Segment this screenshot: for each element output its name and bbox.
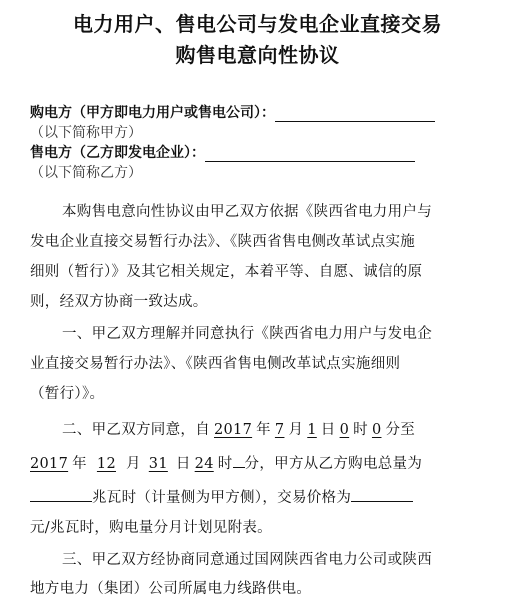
clause2-line-2: [30, 452, 422, 473]
clause2-line-1: [62, 418, 415, 439]
buyer-row: [30, 102, 435, 122]
hour-unit: 时: [353, 422, 368, 438]
intro-line-1: 本购售电意向性协议由甲乙双方依据《陕西省电力用户与: [62, 204, 432, 220]
end-year-value[interactable]: 2017: [30, 456, 69, 472]
clause3-line-1: 三、甲乙双方经协商同意通过国网陕西省电力公司或陕西: [62, 552, 432, 568]
buyer-label: 购电方（甲方即电力用户或售电公司）：: [30, 105, 275, 121]
end-month-value[interactable]: 12: [96, 456, 116, 472]
end-day-value[interactable]: 31: [148, 456, 168, 472]
year-unit: 年: [256, 422, 271, 438]
intro-line-3: 细则（暂行）》及其它相关规定，本着平等、自愿、诚信的原: [30, 264, 423, 280]
price-blank[interactable]: [351, 489, 413, 502]
end-minute-blank[interactable]: [233, 455, 245, 468]
seller-name-field[interactable]: [205, 146, 415, 162]
clause2-line-3: [30, 486, 413, 507]
clause2-volume-text: 兆瓦时（计量侧为甲方侧），交易价格为: [92, 490, 352, 506]
document-title-line1: 电力用户、售电公司与发电企业直接交易: [73, 12, 442, 36]
clause2-purchase-text: 分，甲方从乙方购电总量为: [244, 456, 423, 472]
buyer-name-field[interactable]: [275, 106, 435, 122]
hour-unit-2: 时: [217, 456, 233, 472]
total-volume-blank[interactable]: [30, 489, 92, 502]
minute-to: 分至: [385, 422, 416, 438]
document-title-line2: 购售电意向性协议: [175, 43, 340, 67]
month-unit-2: 月: [125, 456, 141, 472]
start-hour-value[interactable]: 0: [339, 422, 350, 438]
intro-line-2: 发电企业直接交易暂行办法》、《陕西省售电侧改革试点实施: [30, 234, 416, 250]
month-unit: 月: [288, 422, 304, 438]
clause1-line-3: （暂行）》。: [30, 386, 105, 402]
seller-note: （以下简称乙方）: [30, 165, 142, 181]
start-minute-value[interactable]: 0: [371, 422, 382, 438]
clause2-line-4: 元/兆瓦时，购电量分月计划见附表。: [30, 520, 272, 536]
start-year-value[interactable]: 2017: [214, 422, 253, 438]
clause3-line-2: 地方电力（集团）公司所属电力线路供电。: [30, 581, 312, 597]
clause2-prefix: 二、甲乙双方同意，自: [62, 422, 210, 438]
day-unit: 日: [320, 422, 336, 438]
start-day-value[interactable]: 1: [307, 422, 317, 438]
seller-row: [30, 142, 415, 162]
start-month-value[interactable]: 7: [274, 422, 285, 438]
day-unit-2: 日: [175, 456, 191, 472]
clause1-line-1: 一、甲乙双方理解并同意执行《陕西省电力用户与发电企: [62, 326, 432, 342]
buyer-note: （以下简称甲方）: [30, 125, 142, 141]
year-unit-2: 年: [72, 456, 87, 472]
intro-line-4: 则，经双方协商一致达成。: [30, 294, 208, 310]
end-hour-value[interactable]: 24: [194, 456, 214, 472]
seller-label: 售电方（乙方即发电企业）：: [30, 145, 205, 161]
clause1-line-2: 业直接交易暂行办法》、《陕西省售电侧改革试点实施细则: [30, 356, 401, 372]
